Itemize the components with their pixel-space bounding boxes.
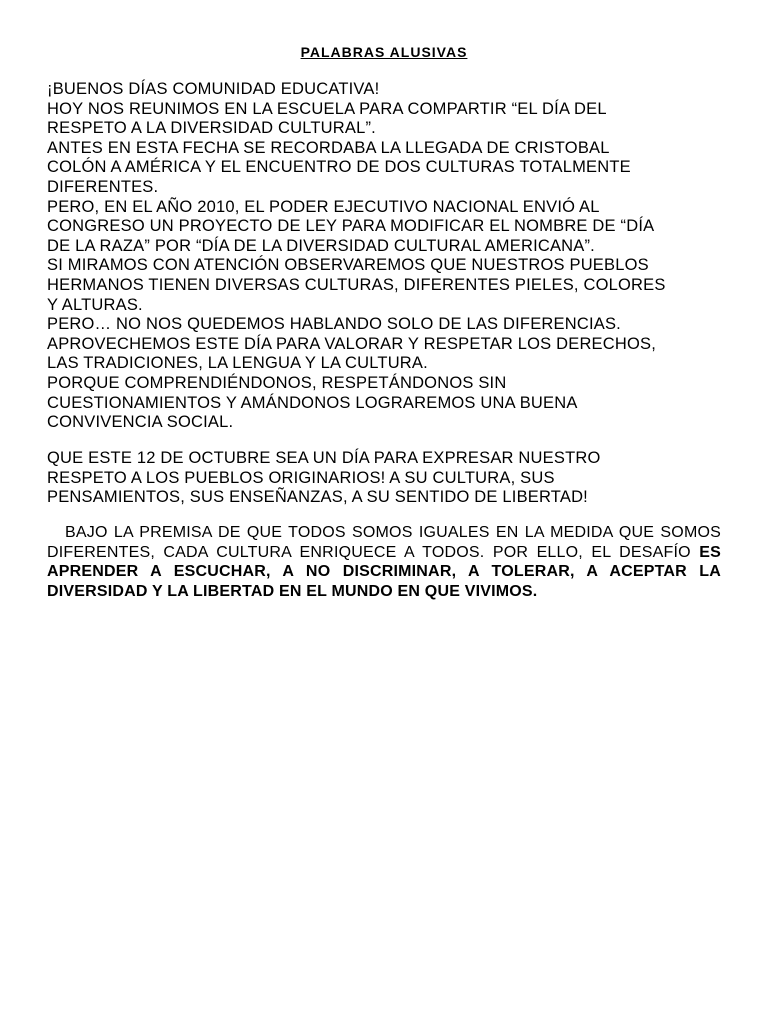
text-line: PORQUE COMPRENDIÉNDONOS, RESPETÁNDONOS SIN — [47, 373, 507, 392]
premise-text: BAJO LA PREMISA DE QUE TODOS SOMOS IGUALES EN LA MEDIDA QUE SOMOS DIFERENTES, CADA CULTURA ENRIQUECE A TODOS. POR ELLO, EL DESAFÍO — [47, 524, 721, 561]
text-line: COLÓN A AMÉRICA Y EL ENCUENTRO DE DOS CULTURAS TOTALMENTE — [47, 158, 631, 177]
paragraph-premise — [47, 523, 721, 601]
text-line: Y ALTURAS. — [47, 295, 143, 314]
text-line: SI MIRAMOS CON ATENCIÓN OBSERVAREMOS QUE NUESTROS PUEBLOS — [47, 256, 649, 275]
paragraph-october-12 — [47, 449, 737, 508]
text-line: DE LA RAZA” POR “DÍA DE LA DIVERSIDAD CULTURAL AMERICANA”. — [47, 236, 595, 255]
text-line: CUESTIONAMIENTOS Y AMÁNDONOS LOGRAREMOS UNA BUENA — [47, 393, 578, 412]
text-line: HOY NOS REUNIMOS EN LA ESCUELA PARA COMPARTIR “EL DÍA DEL — [47, 99, 607, 118]
text-line: PERO, EN EL AÑO 2010, EL PODER EJECUTIVO NACIONAL ENVIÓ AL — [47, 197, 600, 216]
text-line: PENSAMIENTOS, SUS ENSEÑANZAS, A SU SENTIDO DE LIBERTAD! — [47, 488, 588, 507]
text-line: RESPETO A LOS PUEBLOS ORIGINARIOS! A SU CULTURA, SUS — [47, 468, 555, 487]
text-line: APROVECHEMOS ESTE DÍA PARA VALORAR Y RESPETAR LOS DERECHOS, — [47, 334, 657, 353]
text-line: CONGRESO UN PROYECTO DE LEY PARA MODIFICAR EL NOMBRE DE “DÍA — [47, 217, 655, 236]
text-line: ANTES EN ESTA FECHA SE RECORDABA LA LLEGADA DE CRISTOBAL — [47, 138, 610, 157]
premise-emphasis: ES APRENDER A ESCUCHAR, A NO DISCRIMINAR, A TOLERAR, A ACEPTAR LA DIVERSIDAD Y LA LIBERTAD EN EL MUNDO EN QUE VIVIMOS. — [47, 543, 721, 600]
text-line: ¡BUENOS DÍAS COMUNIDAD EDUCATIVA! — [47, 80, 380, 98]
text-line: QUE ESTE 12 DE OCTUBRE SEA UN DÍA PARA EXPRESAR NUESTRO — [47, 449, 601, 467]
text-line: DIFERENTES. — [47, 177, 159, 196]
paragraph-greeting — [47, 80, 737, 433]
text-line: RESPETO A LA DIVERSIDAD CULTURAL”. — [47, 119, 376, 138]
text-line: LAS TRADICIONES, LA LENGUA Y LA CULTURA. — [47, 354, 428, 373]
text-line: PERO… NO NOS QUEDEMOS HABLANDO SOLO DE LAS DIFERENCIAS. — [47, 315, 621, 334]
text-line: HERMANOS TIENEN DIVERSAS CULTURAS, DIFERENTES PIELES, COLORES — [47, 275, 666, 294]
document-title: PALABRAS ALUSIVAS — [300, 44, 468, 60]
text-line: CONVIVENCIA SOCIAL. — [47, 413, 234, 432]
